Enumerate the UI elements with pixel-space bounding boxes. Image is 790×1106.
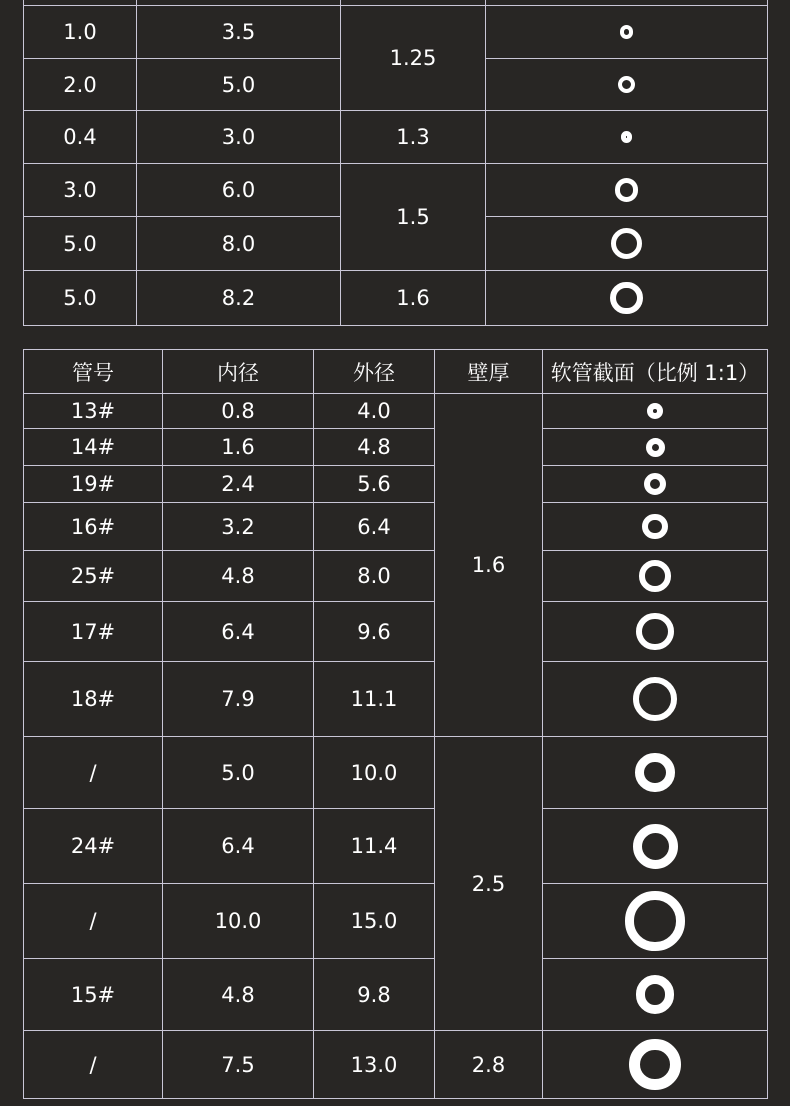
table-row [24, 394, 768, 429]
cross-section-cell [486, 111, 768, 164]
tube-cross-section-ring [636, 975, 675, 1014]
table-row [24, 809, 768, 884]
tube-cross-section-ring [642, 514, 667, 539]
outer-diameter-cell: 8.0 [137, 217, 341, 271]
outer-diameter-cell: 11.1 [314, 662, 435, 737]
table-row [24, 884, 768, 959]
tube-cross-section-ring [639, 560, 671, 592]
cross-section-cell [486, 59, 768, 111]
inner-diameter-cell: 10.0 [163, 884, 314, 959]
cross-section-cell [486, 271, 768, 326]
cross-section-cell [543, 662, 768, 737]
inner-diameter-cell: 5.0 [163, 737, 314, 809]
wall-thickness-cell: 1.3 [341, 111, 486, 164]
wall-thickness-cell: 1.6 [435, 394, 543, 737]
cross-section-cell [543, 551, 768, 602]
inner-diameter-cell: 0.8 [163, 394, 314, 429]
outer-diameter-cell: 5.0 [137, 59, 341, 111]
inner-diameter-cell: 3.2 [163, 503, 314, 551]
table-row [24, 503, 768, 551]
inner-diameter-cell: 5.0 [24, 217, 137, 271]
tube-cross-section-ring [644, 473, 666, 495]
outer-diameter-cell: 15.0 [314, 884, 435, 959]
outer-diameter-cell: 9.6 [314, 602, 435, 662]
tube-number-cell: 25# [24, 551, 163, 602]
outer-diameter-cell: 4.8 [314, 429, 435, 466]
outer-diameter-cell: 3.0 [137, 111, 341, 164]
tube-size-table [23, 349, 768, 1099]
table-row [24, 737, 768, 809]
tube-number-cell: 18# [24, 662, 163, 737]
tube-cross-section-ring [618, 76, 636, 94]
tube-cross-section-ring [633, 677, 677, 721]
inner-diameter-cell: 2.4 [163, 466, 314, 503]
tube-cross-section-ring [625, 891, 684, 950]
tube-number-cell: / [24, 884, 163, 959]
tube-number-cell: 15# [24, 959, 163, 1031]
cross-section-cell [543, 959, 768, 1031]
inner-diameter-cell: 6.4 [163, 809, 314, 884]
table-row [24, 959, 768, 1031]
inner-diameter-cell: 2.0 [24, 59, 137, 111]
header-row [24, 350, 768, 394]
wall-thickness-cell: 1.25 [341, 6, 486, 111]
cross-section-cell [543, 466, 768, 503]
table-row [24, 164, 768, 217]
tube-size-table-top [23, 0, 768, 326]
inner-diameter-cell: 4.8 [163, 959, 314, 1031]
inner-diameter-cell: 5.0 [24, 271, 137, 326]
outer-diameter-cell: 6.0 [137, 164, 341, 217]
table-row [24, 6, 768, 59]
outer-diameter-cell: 4.0 [314, 394, 435, 429]
cross-section-cell [543, 737, 768, 809]
cross-section-cell [543, 503, 768, 551]
inner-diameter-cell: 1.6 [163, 429, 314, 466]
outer-diameter-cell: 11.4 [314, 809, 435, 884]
header-inner-diameter: 内径 [163, 350, 314, 394]
cross-section-cell [486, 164, 768, 217]
table-row [24, 111, 768, 164]
cross-section-cell [543, 394, 768, 429]
tube-cross-section-ring [629, 1039, 681, 1091]
header-outer-diameter: 外径 [314, 350, 435, 394]
table-row [24, 1031, 768, 1099]
outer-diameter-cell: 9.8 [314, 959, 435, 1031]
wall-thickness-cell: 1.5 [341, 164, 486, 271]
cross-section-cell [543, 602, 768, 662]
tube-cross-section-ring [621, 131, 633, 143]
inner-diameter-cell: 3.0 [24, 164, 137, 217]
outer-diameter-cell: 8.0 [314, 551, 435, 602]
tube-number-cell: 14# [24, 429, 163, 466]
tube-number-cell: 16# [24, 503, 163, 551]
inner-diameter-cell: 7.5 [163, 1031, 314, 1099]
table-row [24, 662, 768, 737]
wall-thickness-cell: 2.8 [435, 1031, 543, 1099]
inner-diameter-cell: 1.0 [24, 6, 137, 59]
wall-thickness-cell: 1.6 [341, 271, 486, 326]
tube-number-cell: 19# [24, 466, 163, 503]
outer-diameter-cell: 10.0 [314, 737, 435, 809]
inner-diameter-cell: 6.4 [163, 602, 314, 662]
cross-section-cell [543, 429, 768, 466]
outer-diameter-cell: 13.0 [314, 1031, 435, 1099]
cross-section-cell [543, 1031, 768, 1099]
table-row [24, 429, 768, 466]
inner-diameter-cell: 4.8 [163, 551, 314, 602]
cross-section-cell [486, 217, 768, 271]
outer-diameter-cell: 6.4 [314, 503, 435, 551]
cross-section-cell [486, 6, 768, 59]
tube-cross-section-ring [635, 753, 675, 793]
header-wall-thickness: 壁厚 [435, 350, 543, 394]
tube-cross-section-ring [633, 824, 678, 869]
tube-cross-section-ring [610, 282, 642, 314]
wall-thickness-cell: 2.5 [435, 737, 543, 1031]
tube-number-cell: 24# [24, 809, 163, 884]
tube-cross-section-ring [620, 25, 634, 39]
outer-diameter-cell: 8.2 [137, 271, 341, 326]
outer-diameter-cell: 3.5 [137, 6, 341, 59]
table-row [24, 602, 768, 662]
tube-number-cell: 17# [24, 602, 163, 662]
tube-cross-section-ring [615, 178, 639, 202]
outer-diameter-cell: 5.6 [314, 466, 435, 503]
table-row [24, 466, 768, 503]
inner-diameter-cell: 7.9 [163, 662, 314, 737]
table-row [24, 551, 768, 602]
cross-section-cell [543, 809, 768, 884]
tube-cross-section-ring [611, 228, 643, 260]
tube-cross-section-ring [646, 438, 665, 457]
tube-cross-section-ring [636, 613, 674, 651]
inner-diameter-cell: 0.4 [24, 111, 137, 164]
tube-number-cell: / [24, 1031, 163, 1099]
header-tube-number: 管号 [24, 350, 163, 394]
cross-section-cell [543, 884, 768, 959]
tube-number-cell: / [24, 737, 163, 809]
tube-cross-section-ring [647, 403, 663, 419]
header-cross-section: 软管截面（比例 1:1） [543, 350, 768, 394]
table-row [24, 271, 768, 326]
tube-number-cell: 13# [24, 394, 163, 429]
